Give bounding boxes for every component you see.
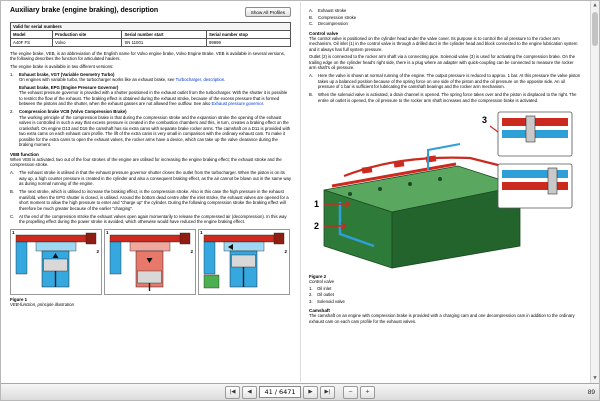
- legend-item-solenoid-valve: [309, 299, 581, 305]
- scroll-up-button[interactable]: ▲: [593, 3, 597, 8]
- paragraph-text: On engines with variable turbo, the turbocharger works like an exhaust brake, see: [19, 77, 176, 83]
- figure2-legend: [309, 286, 581, 305]
- list-marker: A.: [309, 8, 314, 13]
- list-item-exhaust-brake: [10, 72, 291, 107]
- zoom-out-button[interactable]: −: [343, 386, 358, 399]
- cell-model: A40F FS: [11, 38, 53, 46]
- control-valve-item-b-text: When the solenoid valve is activated, a drain channel is opened. The spring force takes over and the piston is displaced to the right. The entire oil outlet is opened, the oil pressure to the rocker arm shaft increases and the compression brake is activated.: [318, 92, 577, 103]
- list-marker: B.: [309, 14, 314, 20]
- zoom-in-button[interactable]: +: [360, 386, 375, 399]
- page-indicator[interactable]: [259, 386, 301, 398]
- stroke-item-c: [309, 21, 581, 27]
- stroke-item-a: [309, 8, 581, 14]
- paragraph-text: .: [262, 101, 265, 107]
- figure2-label: Figure 2: [309, 273, 327, 279]
- manual-page-right: [300, 2, 589, 382]
- intro-paragraph-2: The engine brake is available in two different versions:: [10, 63, 114, 69]
- control-valve-paragraph-1: The control valve is positioned on the cylinder head under the valve cover. Its purpose is to control the oil pressure to the rocker arm mechanism. Oil inlet (1) in the control valve is through a drilled duct in the cylinder head and block connected to the engine lubrication system and it always has full system pressure.: [309, 35, 578, 52]
- figure1-illustration: [10, 229, 291, 295]
- vertical-scrollbar[interactable]: [590, 1, 599, 383]
- next-page-button[interactable]: ▶: [303, 386, 318, 399]
- page-separator: /: [274, 388, 277, 396]
- stroke-label: Exhaust stroke: [318, 8, 347, 13]
- list-marker: B.: [10, 189, 15, 195]
- first-page-button[interactable]: |◀: [225, 386, 240, 399]
- callout-1: 1: [314, 199, 320, 209]
- legend-number: 2.: [309, 292, 313, 298]
- figure1-panel-exhaust-stroke: [10, 229, 102, 295]
- compression-brake-heading: Compression brake VCB (Volvo Compression Brake): [19, 109, 127, 115]
- veb-item-c-text: At the end of the compression stroke the exhaust valves open again momentarily to release the compressed air (decompression). In this way the propelling effect during the power stroke is avoided, which otherwise would have reduced the engine braking effect.: [19, 213, 287, 225]
- panel-callout-2: 2: [190, 248, 194, 254]
- engine-illustration: [309, 106, 579, 271]
- paragraph-text: The exhaust pressure governor is provided with a shutter positioned in the exhaust outlet from the turbocharger. With the shutter it is possible to restrict the flow of the exhaust. The braking effect is obtained during the exhaust stroke, because of the excess pressure that is formed between the pistons and the shutter, when the exhaust gasses are not allowed free outflow. See also: [19, 90, 288, 107]
- page-total: 6471: [278, 388, 296, 396]
- exhaust-brake-vgt-heading: Exhaust brake, VGT (Variable Geometry Turbo): [19, 71, 115, 77]
- manual-page-left: [3, 2, 298, 382]
- serial-table-caption: Valid for serial numbers: [11, 23, 291, 31]
- paragraph-text: .: [224, 77, 226, 83]
- legend-number: 3.: [309, 298, 313, 304]
- turbocharger-description-link[interactable]: Turbocharger, description: [175, 77, 225, 83]
- veb-item-b-text: The next stroke, which is utilised to increase the braking effect, is the compression stroke. Also in this case the high pressure in the exhaust manifold, when the EPG shutter is closed, is utilised. Around the bottom dead centre after the inlet stroke, the exhaust valves are opened for a short moment to allow the high pressure to enter and "charge up" the cylinder. During the following compression stroke the braking effect will therefore be much greater because of the earlier "charging".: [19, 189, 289, 211]
- list-marker: C.: [309, 21, 314, 26]
- intro-paragraph-1: The engine brake, VEB, is an abbreviation of the English name for Volvo engine brake, Volvo Engine Brake. VEB is available in several versions, the following describes the function for articulated haulers.: [10, 50, 285, 62]
- column-header-model: Model: [11, 30, 53, 38]
- exhaust-brake-epg-heading: Exhaust brake, EPG (Engine Pressure Governor): [19, 84, 119, 90]
- legend-label: Oil inlet: [317, 285, 332, 291]
- control-valve-heading: Control valve: [309, 30, 339, 36]
- page-current-input[interactable]: 41: [264, 388, 273, 396]
- veb-item-a-text: The exhaust stroke is utilised in that the exhaust pressure governor shutter closes the outlet from the turbocharger. When the piston is on its way up, a high counter pressure is created in the cylinder and also a consequent braking effect, as the air cannot be blown out in the same way as during normal running of the engine.: [19, 170, 291, 187]
- callout-3: 3: [482, 115, 488, 125]
- legend-item-oil-outlet: [309, 292, 581, 298]
- legend-label: Oil outlet: [317, 292, 334, 298]
- figure2-illustration: [309, 106, 581, 271]
- title-row: [10, 7, 291, 17]
- table-row: [11, 38, 291, 46]
- figure1-panel-decompression: [198, 229, 290, 295]
- document-area: [1, 1, 590, 383]
- veb-item-c: [10, 214, 291, 225]
- scroll-down-button[interactable]: ▼: [593, 376, 597, 381]
- stroke-legend: [309, 8, 581, 27]
- column-header-serial-stop: Serial number stop: [206, 30, 290, 38]
- veb-item-b: [10, 189, 291, 211]
- serial-number-table: [10, 22, 291, 47]
- cell-serial-start: SN 11001: [122, 38, 207, 46]
- zoom-level: 89: [587, 388, 595, 396]
- cell-serial-stop: 99999: [206, 38, 290, 46]
- show-all-profiles-button[interactable]: Show All Profiles: [245, 7, 291, 17]
- column-header-production-site: Production site: [53, 30, 122, 38]
- control-valve-item-b: [309, 92, 581, 103]
- control-valve-detail-b: [498, 164, 572, 208]
- legend-item-oil-inlet: [309, 286, 581, 292]
- control-valve-item-a: [309, 73, 581, 90]
- legend-label: Solenoid valve: [317, 298, 345, 304]
- scrollbar-thumb[interactable]: [592, 12, 598, 46]
- cell-production-site: Volvo: [53, 38, 122, 46]
- callout-2: 2: [314, 221, 320, 231]
- legend-number: 1.: [309, 285, 313, 291]
- viewer-toolbar: [1, 383, 599, 400]
- figure1-label: Figure 1: [10, 297, 28, 303]
- compression-brake-text: The working principle of the compression brake is that during the compression stroke and the expansion stroke the opening of the exhaust valves is controlled in such a way that excess pressure is created in the combustion chambers and this, in turn, creates a braking effect on the crankshaft. On engine D13 and D16 the camshaft has six extra cams with separate brake rocker arms. The camshaft on a D11 is provided with two extra cams on each exhaust cam profile. The lift of the extra cams is very small in comparison with the ordinary exhaust cam. To make it possible for the extra cams to open the exhaust valves, the rocker arms have a device, which can take up the valve clearance during the braking moment.: [19, 114, 291, 148]
- figure2-caption-text: Control valve: [309, 278, 335, 284]
- panel-callout-2: 2: [284, 248, 288, 254]
- veb-function-heading: VEB function: [10, 151, 39, 157]
- stroke-item-b: [309, 15, 581, 21]
- control-valve-paragraph-2: Outlet (2) is connected to the rocker arm shaft via a connecting pipe. Solenoid valve (3) is used for activating the compression brake. On the trailing edge on the cylinder head's right side, there is a plug where an adapter with quick-coupling can be connected to measure the rocker arm shaft's oil pressure.: [309, 54, 576, 70]
- column-header-serial-start: Serial number start: [122, 30, 207, 38]
- veb-function-intro: When VEB is activated, two out of the four strokes of the engine are utilised for increasing the engine braking effect; the exhaust stroke and the compression stroke.: [10, 156, 282, 168]
- camshaft-heading: Camshaft: [309, 308, 330, 314]
- last-page-button[interactable]: ▶|: [320, 386, 335, 399]
- exhaust-brake-vgt-text: [19, 77, 291, 83]
- prev-page-button[interactable]: ◀: [242, 386, 257, 399]
- list-marker: 2.: [10, 109, 14, 115]
- list-marker: A.: [10, 170, 15, 176]
- list-item-compression-brake: [10, 109, 291, 148]
- page-title: Auxiliary brake (engine braking), description: [10, 7, 159, 14]
- figure1-panel-compression-stroke: [104, 229, 196, 295]
- figure1-caption-text: VEB-function, principle illustration: [10, 302, 75, 308]
- panel-callout-1: 1: [12, 229, 15, 235]
- camshaft-paragraph: The camshaft on an engine with compression brake is provided with a charging cam and one decompression cam in addition to the ordinary exhaust cam on each cam profile for the exhaust valves.: [309, 313, 575, 324]
- control-valve-item-a-text: Here the valve is shown at normal running of the engine. The output pressure is reduced to approx. 1 bar. At this pressure the valve piston takes up a balanced position because of the spring force on one side of the piston and the oil pressure on the opposite side. An oil pressure of 1 bar is sufficient for lubricating the camshaft bearings and the rocker arm mechanism.: [318, 73, 581, 89]
- figure2-caption: [309, 274, 581, 284]
- exhaust-brake-epg-text: [19, 90, 291, 107]
- panel-callout-2: 2: [96, 248, 100, 254]
- list-marker: C.: [10, 213, 15, 219]
- exhaust-pressure-governor-link[interactable]: Exhaust pressure governor: [211, 101, 263, 107]
- stroke-label: Decompression: [318, 21, 348, 26]
- stroke-label: Compression stroke: [318, 14, 357, 20]
- panel-callout-1: 1: [200, 229, 203, 235]
- list-marker: B.: [309, 92, 314, 97]
- panel-callout-1: 1: [106, 229, 109, 235]
- list-marker: 1.: [10, 71, 14, 77]
- list-marker: A.: [309, 73, 314, 78]
- control-valve-detail-a: [498, 112, 572, 156]
- veb-item-a: [10, 170, 291, 187]
- figure1-caption: [10, 297, 291, 307]
